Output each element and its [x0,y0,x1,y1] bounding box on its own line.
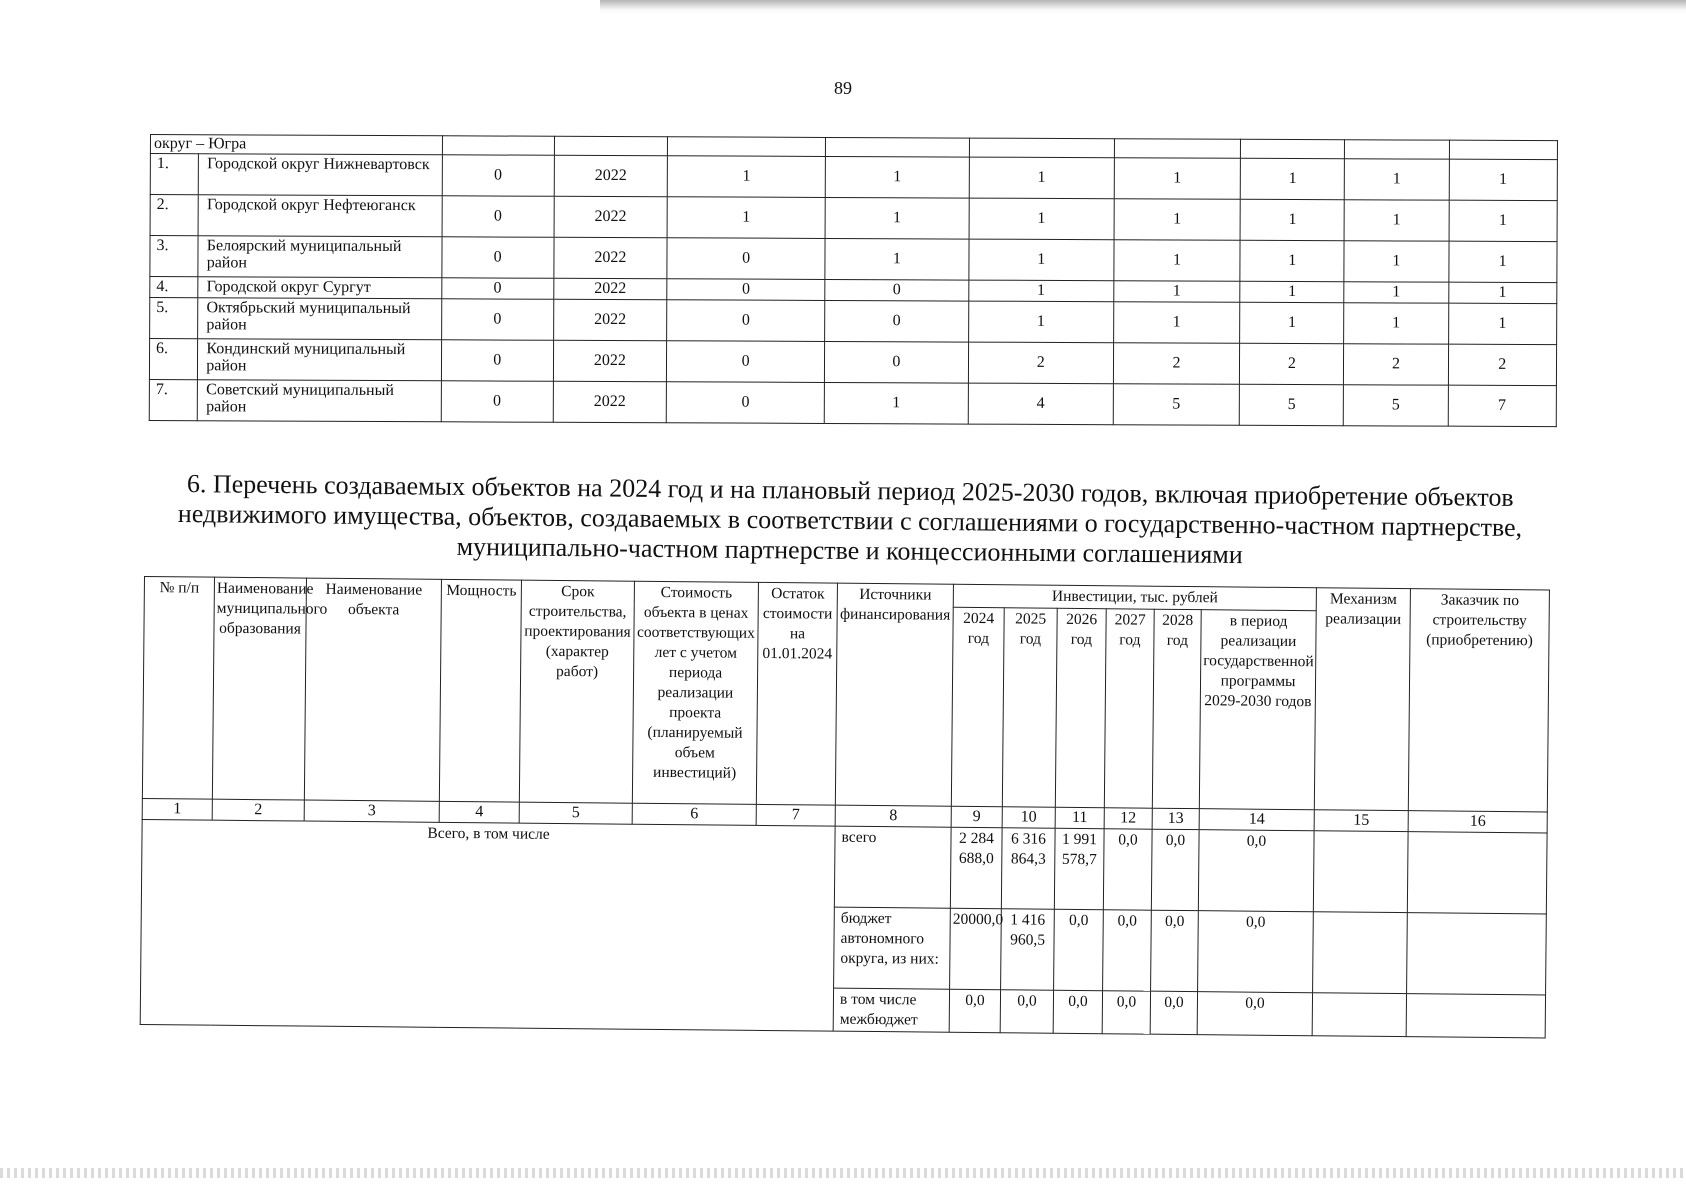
cell: 1 [667,197,825,239]
cell: 1 [969,157,1114,199]
column-number: 11 [1055,807,1104,828]
cell: 1 [1240,281,1344,302]
cell: 1 [1344,303,1448,344]
cell: 1 [1114,199,1241,241]
header-year-2027: 2027 год [1104,609,1154,808]
cell [1407,832,1547,914]
header-customer: Заказчик по строительству (приобретению) [1408,589,1549,812]
row-number: 2. [150,195,198,236]
column-number: 4 [439,801,519,823]
cell: 1 [969,280,1114,302]
cell: 2022 [553,237,667,278]
header-object-name: Наименование объекта [304,578,441,801]
cell: 0 [442,237,554,278]
cell: 1 [1114,158,1241,200]
cell [1312,993,1406,1037]
cell: 5 [1113,384,1240,426]
column-number: 16 [1408,811,1547,833]
cell [1313,831,1408,913]
cell: 0 [667,382,825,424]
cell: 1 [825,156,969,198]
cell: 2022 [553,340,667,381]
cell: 0,0 [1103,910,1152,991]
cell: 1 [1449,159,1558,200]
cell: 2022 [554,196,668,237]
cell: 0,0 [1103,829,1152,910]
table-row [149,339,1556,386]
column-number: 9 [951,806,1002,827]
cell: 1 [824,382,968,424]
header-mechanism: Механизм реализации [1314,588,1410,811]
cell: 5 [1344,385,1448,426]
cell: 0 [442,299,554,340]
cell: 1 991 578,7 [1054,828,1104,909]
cell: 5 [1240,384,1344,425]
row-number: 4. [150,277,198,298]
cell: 1 [1448,303,1557,344]
header-year-2026: 2026 год [1055,608,1106,807]
scan-edge-top [600,0,1686,14]
header-funding-sources: Источники финансирования [835,583,953,806]
cell: 6 316 864,3 [1001,828,1055,910]
cell: 0,0 [1102,991,1150,1034]
cell: 1 [667,156,825,198]
region-header-cell: округ – Югра [150,135,442,155]
cell: 1 [1241,158,1345,199]
cell: 2022 [553,299,667,340]
header-year-2025: 2025 год [1002,608,1057,807]
funding-source: всего [834,826,951,908]
section-title: 6. Перечень создаваемых объектов на 2024 год и на плановый период 2025-2030 годов, включая приобретение объектов недвижимого имущества, объектов, создаваемых в соответствии с соглашениями о государственно-частном партнерстве, муниципально-частном партнерстве и концессионными соглашениями [177,469,1523,570]
cell: 0,0 [949,989,1000,1032]
cell: 0 [441,381,553,422]
cell: 0,0 [1151,829,1199,910]
header-object-cost: Стоимость объекта в ценах соответствующих лет с учетом периода реализации проекта (планируемый объем инвестиций) [632,581,758,804]
cell: 1 [1114,240,1241,282]
cell: 1 [1240,302,1344,343]
header-remaining-cost: Остаток стоимости на 01.01.2024 [756,582,837,805]
total-label: Всего, в том числе [140,819,835,1031]
cell: 2 [1448,344,1557,385]
cell [1407,913,1547,995]
row-number: 3. [150,236,198,277]
column-number: 7 [756,804,835,826]
column-number: 6 [632,803,756,825]
cell: 1 [825,238,969,280]
cell: 2 [1240,343,1344,384]
cell: 0 [667,238,825,280]
cell: 2 [1344,344,1448,385]
cell: 2022 [553,381,667,422]
municipality-name: Городской округ Нефтеюганск [198,195,442,237]
cell: 2 [968,342,1113,384]
column-number: 2 [212,799,304,821]
row-number: 6. [149,339,197,380]
header-year-2028: 2028 год [1152,609,1201,808]
cell: 0,0 [1198,830,1314,912]
header-investments: Инвестиции, тыс. рублей [953,584,1316,610]
cell: 0,0 [1151,910,1199,991]
page-number: 89 [834,78,852,98]
header-construction-term: Срок строительства, проектирования (характер работ) [519,580,634,803]
funding-source: в том числе межбюджет [833,988,949,1032]
table-header-row [144,577,1549,613]
cell: 4 [968,383,1113,425]
header-period-2029-2030: в период реализации государственной программы 2029-2030 годов [1199,610,1316,810]
cell: 0,0 [1000,990,1053,1034]
cell: 1 [1345,159,1449,200]
cell: 1 [825,197,969,239]
table-row [141,819,1547,913]
cell: 1 [1344,282,1448,303]
table-row [149,379,1556,426]
cell: 2 284 688,0 [950,827,1002,908]
row-number: 1. [150,154,198,195]
column-number: 12 [1104,808,1152,829]
cell: 1 416 960,5 [1001,909,1055,991]
cell: 1 [1113,302,1240,344]
cell: 1 [1449,200,1558,241]
cell: 1 [1448,282,1557,303]
cell: 2022 [553,278,667,299]
column-number: 3 [304,800,439,822]
cell: 0,0 [1198,911,1314,993]
cell: 0 [442,155,554,196]
table-row [150,298,1557,345]
table-row [150,236,1557,283]
cell: 1 [1240,240,1344,281]
cell: 1 [1344,241,1448,282]
column-number: 14 [1199,809,1314,831]
cell: 2022 [554,155,668,196]
scan-edge-bottom [0,1168,1686,1178]
cell: 1 [969,239,1114,281]
cell: 1 [1344,200,1448,241]
municipality-name: Кондинский муниципальный район [198,339,442,381]
header-municipality: Наименование муниципального образования [212,577,306,800]
cell: 0 [442,278,554,299]
municipality-name: Советский муниципальный район [198,380,442,422]
table-row [150,195,1557,242]
column-number: 13 [1152,808,1199,829]
header-number: № п/п [142,577,214,800]
cell: 0 [824,341,968,383]
cell: 0 [667,341,825,383]
cell [1406,994,1545,1038]
column-number: 15 [1314,810,1408,832]
row-number: 7. [149,379,197,420]
cell: 0,0 [1053,990,1102,1033]
cell: 20000,0 [950,908,1002,989]
municipality-name: Белоярский муниципальный район [198,236,442,278]
row-number: 5. [150,298,198,339]
cell: 0,0 [1197,992,1312,1036]
cell: 7 [1448,385,1557,426]
cell: 1 [1240,199,1344,240]
municipality-name: Городской округ Сургут [198,277,442,299]
column-number: 8 [835,805,951,827]
objects-investment-table [140,576,1550,1038]
cell: 0 [667,279,825,301]
header-year-2024: 2024 год [951,607,1004,806]
cell: 1 [968,301,1113,343]
cell: 0 [442,196,554,237]
cell: 2 [1113,343,1240,385]
header-capacity: Мощность [439,579,521,802]
cell: 0 [825,300,969,342]
cell: 0 [441,340,553,381]
cell [1313,912,1408,994]
cell: 0,0 [1150,991,1197,1034]
cell: 1 [969,198,1114,240]
municipality-name: Городской округ Нижневартовск [199,154,443,196]
column-number: 1 [142,798,212,820]
cell: 1 [1113,281,1240,303]
funding-source: бюджет автономного округа, из них: [834,907,951,989]
cell: 0,0 [1054,909,1104,990]
municipal-objects-table [149,134,1558,427]
cell: 1 [1448,241,1557,282]
column-number: 10 [1002,807,1055,829]
column-number: 5 [519,802,632,824]
cell: 0 [825,279,969,301]
cell: 0 [667,300,825,342]
municipality-name: Октябрьский муниципальный район [198,298,442,340]
table-row [150,154,1557,201]
